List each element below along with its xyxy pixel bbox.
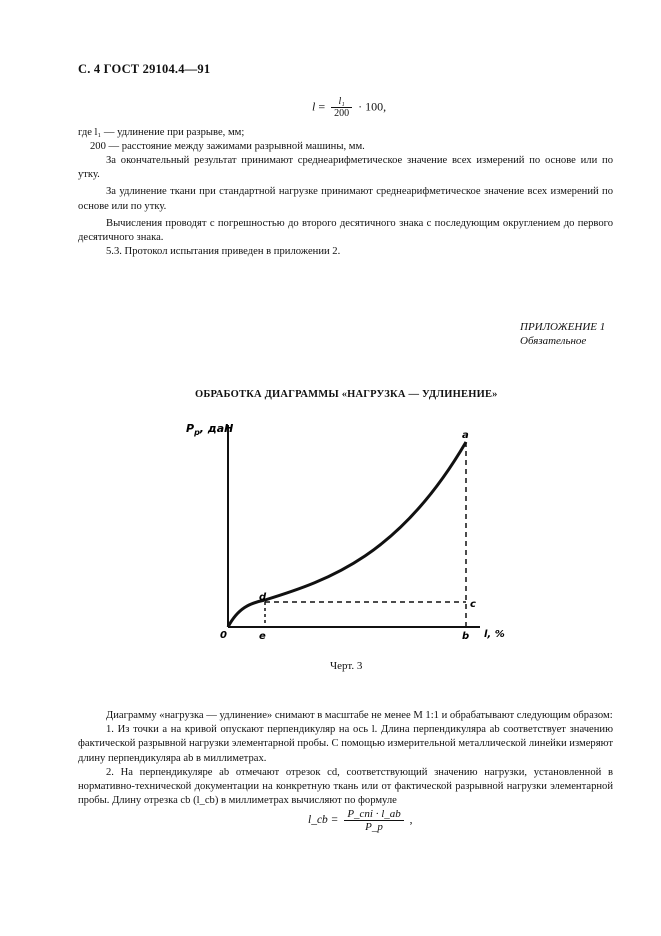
load-elongation-diagram — [180, 410, 505, 645]
page-header: С. 4 ГОСТ 29104.4—91 — [78, 62, 211, 76]
formula-numerator: l₁ — [331, 96, 352, 108]
formula2-lhs: l_cb = — [308, 814, 339, 827]
point-c-label: c — [470, 599, 476, 610]
body-text-top — [78, 154, 613, 259]
point-e-label: e — [259, 631, 266, 642]
point-b-label: b — [462, 631, 470, 642]
appendix-label — [520, 320, 605, 348]
body-text-bottom — [78, 709, 613, 808]
paragraph-diagram-scale: Диаграмму «нагрузка — удлинение» снимают в масштабе не менее М 1:1 и обрабатывают следующим образом: — [106, 710, 613, 721]
formula-tail: · 100, — [358, 99, 387, 114]
where-block — [78, 126, 613, 154]
formula2-tail: , — [409, 814, 413, 827]
formula2-denominator: P_p — [365, 821, 383, 833]
point-d-label: d — [259, 592, 267, 603]
diagram-title: ОБРАБОТКА ДИАГРАММЫ «НАГРУЗКА — УДЛИНЕНИЕ» — [195, 389, 498, 400]
paragraph-step-1: 1. Из точки a на кривой опускают перпендикуляр на ось l. Длина перпендикуляра ab соответствует значению фактической разрывной нагрузки элементарной пробы. С помощью измерительной металлической линейки измеряют длину перпендикуляра ab в миллиметрах. — [78, 724, 613, 764]
formula-lhs: l — [312, 99, 316, 114]
formula2-numerator: P_сni · l_ab — [344, 808, 403, 821]
appendix-title: ПРИЛОЖЕНИЕ 1 — [520, 321, 606, 333]
y-axis-label: $P_p$, дaН — [186, 422, 234, 437]
elongation-formula: l = $\frac{\text{l₁}}{200}$ · 100, — [312, 96, 387, 119]
figure-caption: Черт. 3 — [330, 660, 363, 672]
formula-denominator: 200 — [334, 108, 350, 119]
origin-label: 0 — [220, 630, 227, 641]
appendix-subtitle: Обязательное — [520, 335, 587, 347]
paragraph-elongation: За удлинение ткани при стандартной нагрузке принимают среднеарифметическое значение всех измерений по основе или по утку. — [78, 186, 613, 212]
paragraph-result: За окончательный результат принимают среднеарифметическое значение всех измерений по основе или по утку. — [78, 155, 613, 181]
paragraph-protocol: 5.3. Протокол испытания приведен в приложении 2. — [106, 246, 341, 258]
formula2-fraction — [344, 808, 403, 833]
paragraph-calculation: Вычисления проводят с погрешностью до второго десятичного знака с последующим округлением до первого десятичного знака. — [78, 217, 613, 244]
where-line-2: 200 — расстояние между зажимами разрывной машины, мм. — [90, 141, 365, 153]
x-axis-label: l, % — [484, 629, 505, 640]
paragraph-step-2: 2. На перпендикуляре ab отмечают отрезок cd, соответствующий значению нагрузки, установленной в нормативно-технической документации на конкретную ткань или от фактической разрывной нагрузки элементарной пробы. Длину отрезка cb (l_cb) в миллиметрах вычисляют по формуле — [78, 766, 613, 807]
where-line-1: где l₁ — удлинение при разрыве, мм; — [78, 127, 245, 138]
cb-formula — [308, 808, 413, 833]
point-a-label: a — [462, 430, 469, 441]
formula-fraction — [331, 96, 352, 119]
